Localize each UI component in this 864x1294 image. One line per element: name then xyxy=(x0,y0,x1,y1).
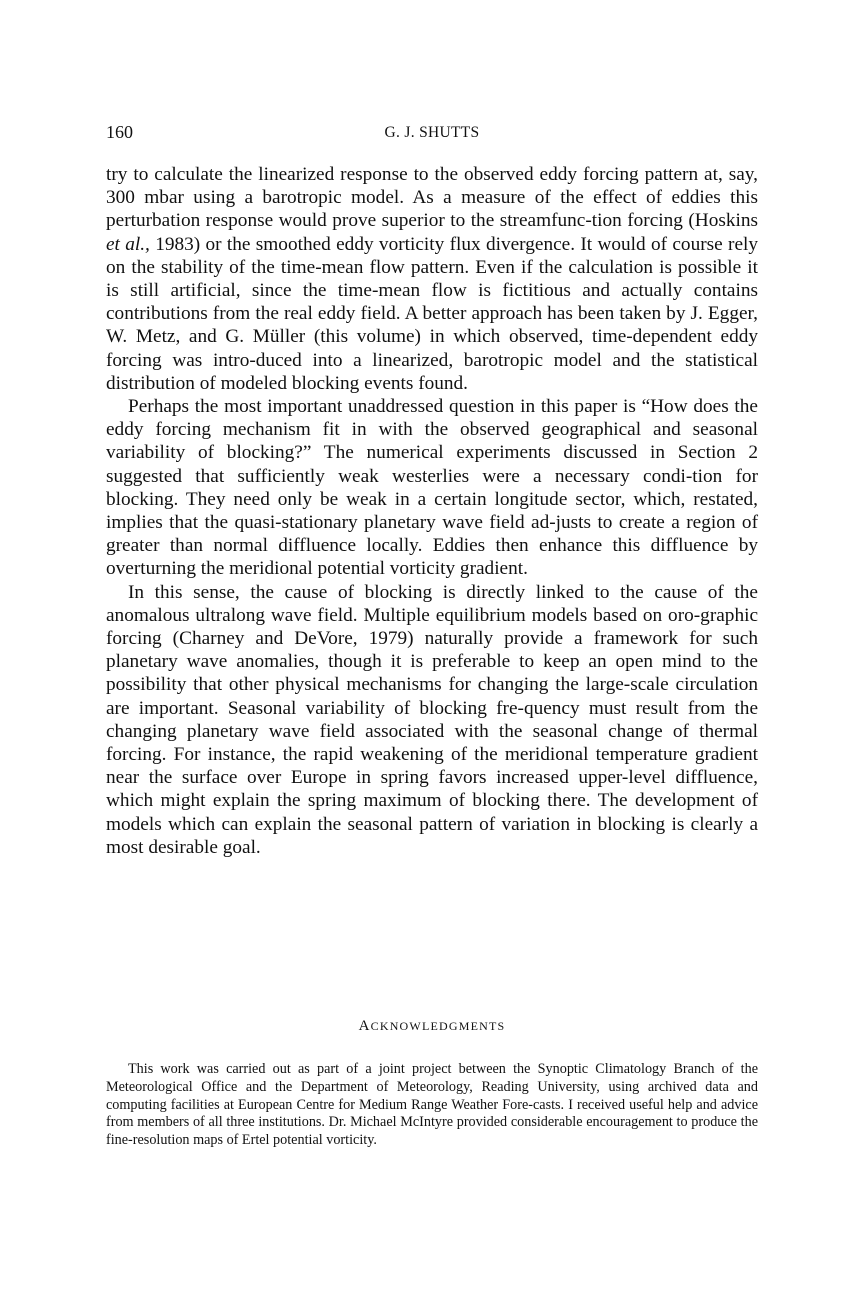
acknowledgments-text xyxy=(106,1061,758,1150)
running-title: G. J. SHUTTS xyxy=(384,124,480,141)
body-text xyxy=(106,163,758,859)
acknowledgments-heading-rest: CKNOWLEDGMENTS xyxy=(370,1019,506,1033)
acknowledgments-paragraph: This work was carried out as part of a joint project between the Synoptic Climatology Branch of the Meteorological Office and the Department of Meteorology, Reading University, using archived data and computing facilities at European Centre for Medium Range Weather Fore-casts. I received useful help and advice from members of all three institutions. Dr. Michael McIntyre provided considerable encouragement to produce the fine-resolution maps of Ertel potential vorticity. xyxy=(106,1061,758,1149)
acknowledgments-heading xyxy=(106,1018,758,1035)
acknowledgments-heading-initial: A xyxy=(358,1018,371,1034)
paragraph-1-part-a: try to calculate the linearized response to the observed eddy forcing pattern at, say, 300 mbar using a barotropic model. As a measure of the effect of eddies this perturbation response would prove superior to the streamfunc-tion forcing (Hoskins xyxy=(106,164,758,232)
citation-et-al: et al., xyxy=(106,233,150,255)
paragraph-3: In this sense, the cause of blocking is directly linked to the cause of the anomalous ultralong wave field. Multiple equilibrium models based on oro-graphic forcing (Charney and DeVore, 1979) naturally provide a framework for such planetary wave anomalies, though it is preferable to keep an open mind to the possibility that other physical mechanisms for changing the large-scale circulation are important. Seasonal variability of blocking fre-quency must result from the changing planetary wave field associated with the seasonal change of thermal forcing. For instance, the rapid weakening of the meridional temperature gradient near the surface over Europe in spring favors increased upper-level diffluence, which might explain the spring maximum of blocking there. The development of models which can explain the seasonal pattern of variation in blocking is clearly a most desirable goal. xyxy=(106,581,758,858)
paragraph-2: Perhaps the most important unaddressed question in this paper is “How does the eddy forcing mechanism fit in with the observed geographical and seasonal variability of blocking?” The numerical experiments discussed in Section 2 suggested that sufficiently weak westerlies were a necessary condi-tion for blocking. They need only be weak in a certain longitude sector, which, restated, implies that the quasi-stationary planetary wave field ad-justs to create a region of greater than normal diffluence locally. Eddies then enhance this diffluence by overturning the meridional potential vorticity gradient. xyxy=(106,396,758,580)
running-head xyxy=(106,122,758,148)
page-number: 160 xyxy=(106,122,133,142)
paragraph-1-part-b: 1983) or the smoothed eddy vorticity flux divergence. It would of course rely on the stability of the time-mean flow pattern. Even if the calculation is possible it is still artificial, since the time-mean flow is fictitious and actually contains contributions from the real eddy field. A better approach has been taken by J. Egger, W. Metz, and G. Müller (this volume) in which observed, time-dependent eddy forcing was intro-duced into a linearized, barotropic model and the statistical distribution of modeled blocking events found. xyxy=(106,233,759,394)
paragraph-1 xyxy=(106,163,758,395)
